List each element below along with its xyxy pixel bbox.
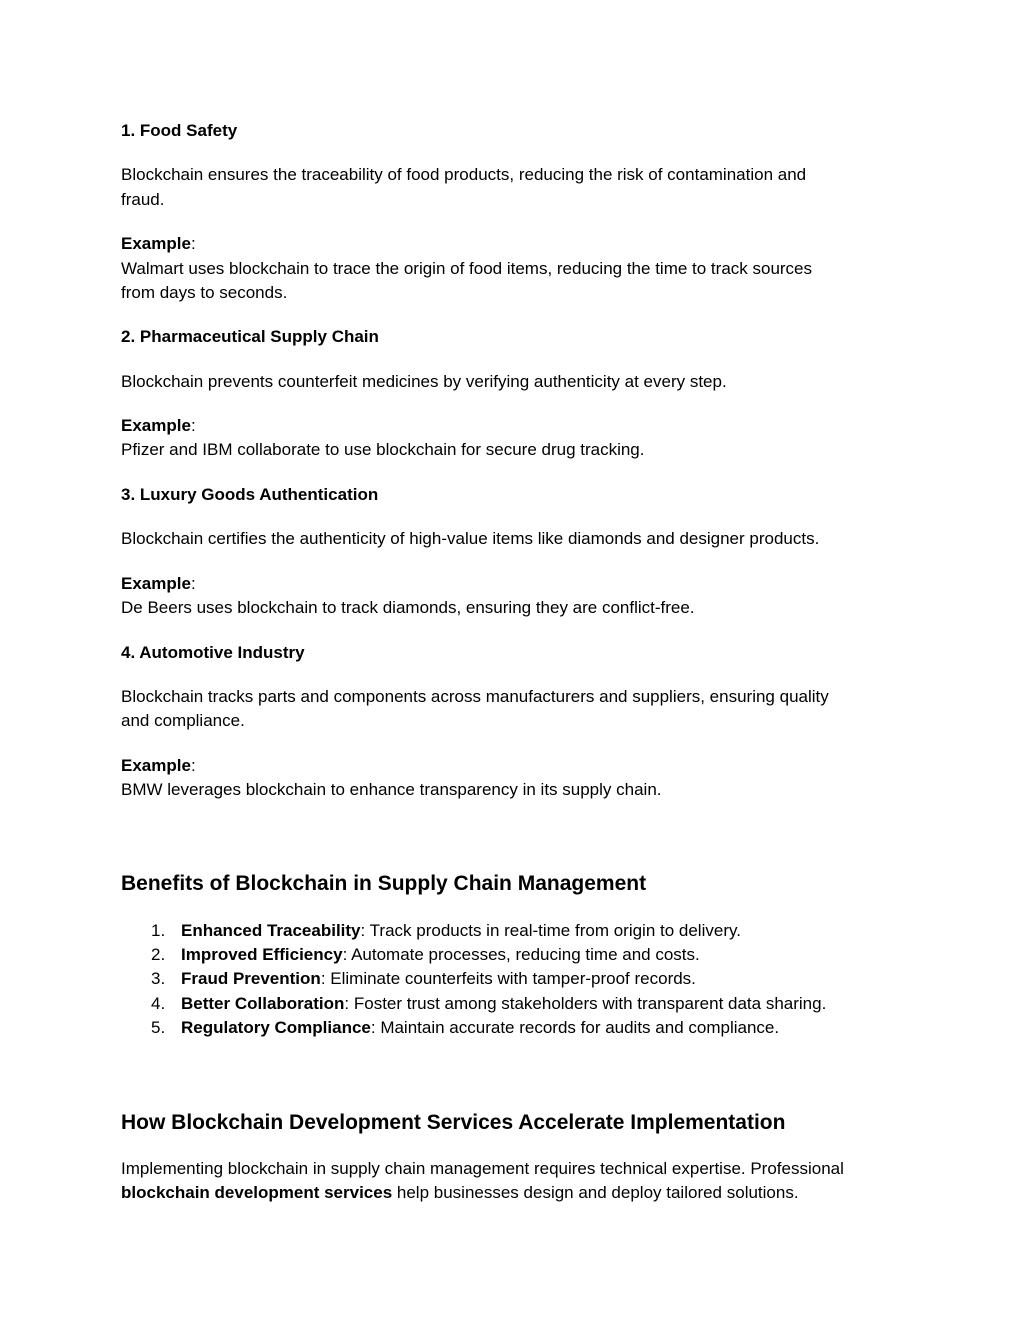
section-heading-pharmaceutical: 2. Pharmaceutical Supply Chain: [121, 327, 379, 346]
list-text: [181, 943, 700, 967]
example-line: BMW leverages blockchain to enhance transparency in its supply chain.: [121, 780, 662, 799]
example-label-text: Example: [121, 234, 191, 253]
list-text: [181, 1016, 779, 1040]
list-number: 3.: [151, 969, 166, 988]
list-desc: : Maintain accurate records for audits and compliance.: [370, 1018, 780, 1037]
example-label-text: Example: [121, 574, 191, 593]
example-line: from days to seconds.: [121, 283, 288, 302]
list-number: 2.: [151, 945, 166, 964]
paragraph-line: fraud.: [121, 190, 165, 209]
paragraph-text: help businesses design and deploy tailored solutions.: [392, 1183, 799, 1202]
list-text: [181, 919, 741, 943]
example-label: Example:: [121, 756, 196, 775]
list-number: 5.: [151, 1018, 166, 1037]
list-number: 1.: [151, 921, 166, 940]
example-label-text: Example: [121, 756, 191, 775]
example-line: De Beers uses blockchain to track diamonds, ensuring they are conflict-free.: [121, 598, 695, 617]
example-label: Example:: [121, 574, 196, 593]
list-term: Better Collaboration: [181, 994, 345, 1013]
example-label-text: Example: [121, 416, 191, 435]
list-term: Fraud Prevention: [181, 969, 321, 988]
list-term: Improved Efficiency: [181, 945, 343, 964]
list-desc: : Foster trust among stakeholders with transparent data sharing.: [344, 994, 827, 1013]
list-desc: : Eliminate counterfeits with tamper-proof records.: [320, 969, 696, 988]
paragraph-line: Implementing blockchain in supply chain management requires technical expertise. Professional: [121, 1159, 844, 1178]
paragraph-line: [121, 1181, 799, 1205]
list-term: Regulatory Compliance: [181, 1018, 371, 1037]
example-label: Example:: [121, 416, 196, 435]
example-line: Pfizer and IBM collaborate to use blockchain for secure drug tracking.: [121, 440, 645, 459]
section-heading-luxury-goods: 3. Luxury Goods Authentication: [121, 485, 379, 504]
emphasis-text: blockchain development services: [121, 1183, 393, 1202]
list-text: [181, 967, 696, 991]
benefits-heading: Benefits of Blockchain in Supply Chain Management: [121, 872, 647, 895]
list-desc: : Track products in real-time from origin to delivery.: [360, 921, 741, 940]
paragraph-line: Blockchain prevents counterfeit medicines by verifying authenticity at every step.: [121, 372, 727, 391]
example-label: Example:: [121, 234, 196, 253]
example-line: Walmart uses blockchain to trace the origin of food items, reducing the time to track sources: [121, 259, 813, 278]
paragraph-line: Blockchain certifies the authenticity of high-value items like diamonds and designer products.: [121, 529, 820, 548]
list-text: [181, 992, 826, 1016]
paragraph-line: and compliance.: [121, 711, 245, 730]
acceleration-heading: How Blockchain Development Services Accelerate Implementation: [121, 1111, 786, 1134]
list-desc: : Automate processes, reducing time and costs.: [342, 945, 700, 964]
section-heading-food-safety: 1. Food Safety: [121, 121, 238, 140]
list-term: Enhanced Traceability: [181, 921, 361, 940]
paragraph-line: Blockchain ensures the traceability of food products, reducing the risk of contamination and: [121, 165, 807, 184]
section-heading-automotive: 4. Automotive Industry: [121, 643, 305, 662]
list-number: 4.: [151, 994, 166, 1013]
paragraph-line: Blockchain tracks parts and components across manufacturers and suppliers, ensuring quality: [121, 687, 829, 706]
